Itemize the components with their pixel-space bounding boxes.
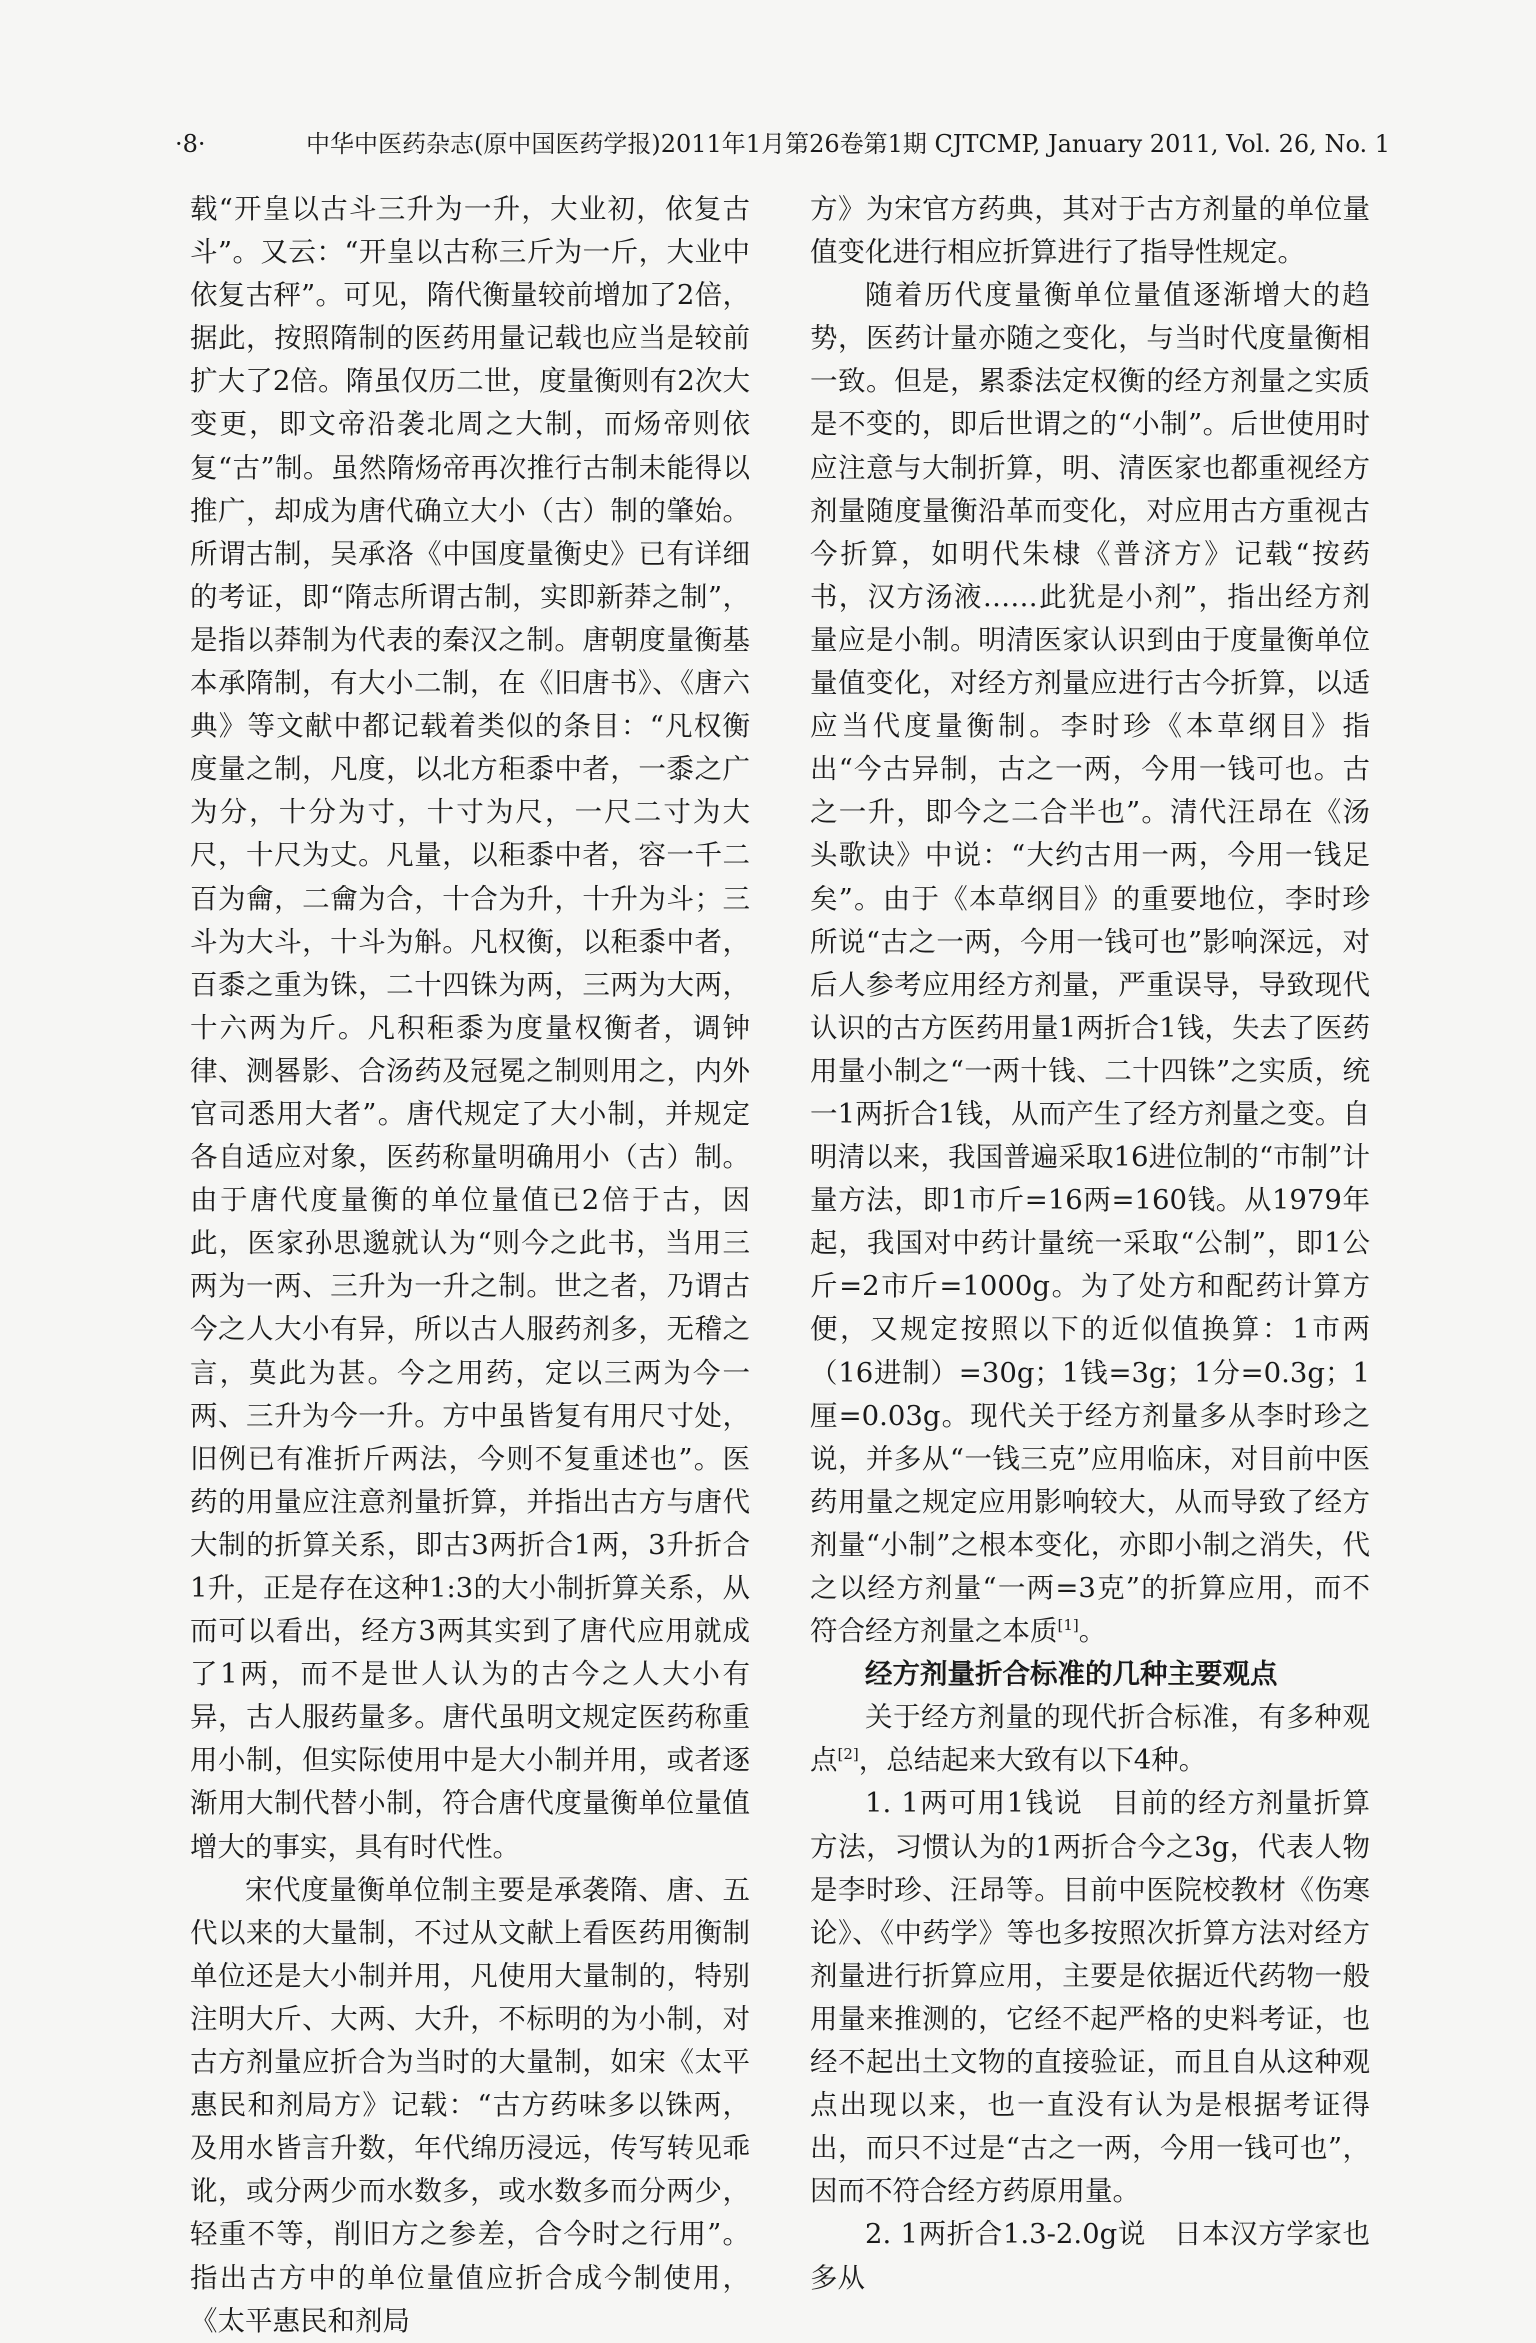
section-heading: 经方剂量折合标准的几种主要观点 <box>865 1658 1278 1691</box>
right-paragraph-5 <box>810 2213 1370 2299</box>
right-paragraph-1: 方》为宋官方药典，其对于古方剂量的单位量值变化进行相应折算进行了指导性规定。 <box>810 193 1370 269</box>
running-header <box>175 122 1390 166</box>
right-paragraph-5-text: 日本汉方学家也多从 <box>810 2218 1370 2294</box>
right-paragraph-4-text: 目前的经方剂量折算方法，习惯认为的1两折合今之3g，代表人物是李时珍、汪昂等。目前中医院校教材《伤寒论》、《中药学》等也多按照次折算方法对经方剂量进行折算应用，主要是依据近代药物一般用量来推测的，它经不起严格的史料考证，也经不起出土文物的直接验证，而且自从这种观点出现以来，也一直没有认为是根据考证得出，而只不过是“古之一两，今用一钱可也”，因而不符合经方药原用量。 <box>810 1787 1370 2208</box>
left-paragraph-1: 载“开皇以古斗三升为一升，大业初，依复古斗”。又云：“开皇以古称三斤为一斤，大业中依复古秤”。可见，隋代衡量较前增加了2倍，据此，按照隋制的医药用量记载也应当是较前扩大了2倍。隋虽仅历二世，度量衡则有2次大变更，即文帝沿袭北周之大制，而炀帝则依复“古”制。虽然隋炀帝再次推行古制未能得以推广，却成为唐代确立大小（古）制的肇始。所谓古制，吴承洛《中国度量衡史》已有详细的考证，即“隋志所谓古制，实即新莽之制”，是指以莽制为代表的秦汉之制。唐朝度量衡基本承隋制，有大小二制，在《旧唐书》、《唐六典》等文献中都记载着类似的条目：“凡权衡度量之制，凡度，以北方秬黍中者，一黍之广为分，十分为寸，十寸为尺，一尺二寸为大尺，十尺为丈。凡量，以秬黍中者，容一千二百为龠，二龠为合，十合为升，十升为斗；三斗为大斗，十斗为斛。凡权衡，以秬黍中者，百黍之重为铢，二十四铢为两，三两为大两，十六两为斤。凡积秬黍为度量权衡者，调钟律、测晷影、合汤药及冠冕之制则用之，内外官司悉用大者”。唐代规定了大小制，并规定各自适应对象，医药称量明确用小（古）制。由于唐代度量衡的单位量值已2倍于古，因此，医家孙思邈就认为“则今之此书，当用三两为一两、三升为一升之制。世之者，乃谓古今之人大小有异，所以古人服药剂多，无稽之言，莫此为甚。今之用药，定以三两为今一两、三升为今一升。方中虽皆复有用尺寸处，旧例已有准折斤两法，今则不复重述也”。医药的用量应注意剂量折算，并指出古方与唐代大制的折算关系，即古3两折合1两，3升折合1升，正是存在这种1:3的大小制折算关系，从而可以看出，经方3两其实到了唐代应用就成了1两，而不是世人认为的古今之人大小有异，古人服药量多。唐代虽明文规定医药称重用小制，但实际使用中是大小制并用，或者逐渐用大制代替小制，符合唐代度量衡单位量值增大的事实，具有时代性。 <box>190 193 750 1863</box>
right-paragraph-2 <box>810 274 1370 1653</box>
left-paragraph-2: 宋代度量衡单位制主要是承袭隋、唐、五代以来的大量制，不过从文献上看医药用衡制单位还是大小制并用，凡使用大量制的，特别注明大斤、大两、大升，不标明的为小制，对古方剂量应折合为当时的大量制，如宋《太平惠民和剂局方》记载：“古方药味多以铢两，及用水皆言升数，年代绵历浸远，传写转见乖讹，或分两少而水数多，或水数多而分两少，轻重不等，削旧方之参差，合今时之行用”。指出古方中的单位量值应折合成今制使用，《太平惠民和剂局 <box>190 1873 750 2337</box>
right-paragraph-2-text: 随着历代度量衡单位量值逐渐增大的趋势，医药计量亦随之变化，与当时代度量衡相一致。但是，累黍法定权衡的经方剂量之实质是不变的，即后世谓之的“小制”。后世使用时应注意与大制折算，明、清医家也都重视经方剂量随度量衡沿革而变化，对应用古方重视古今折算，如明代朱棣《普济方》记载“按药书，汉方汤液……此犹是小剂”，指出经方剂量应是小制。明清医家认识到由于度量衡单位量值变化，对经方剂量应进行古今折算，以适应当代度量衡制。李时珍《本草纲目》指出“今古异制，古之一两，今用一钱可也。古之一升，即今之二合半也”。清代汪昂在《汤头歌诀》中说：“大约古用一两，今用一钱足矣”。由于《本草纲目》的重要地位，李时珍所说“古之一两，今用一钱可也”影响深远，对后人参考应用经方剂量，严重误导，导致现代认识的古方医药用量1两折合1钱，失去了医药用量小制之“一两十钱、二十四铢”之实质，统一1两折合1钱，从而产生了经方剂量之变。自明清以来，我国普遍采取16进位制的“市制”计量方法，即1市斤=16两=160钱。从1979年起，我国对中药计量统一采取“公制”，即1公斤=2市斤=1000g。为了处方和配药计算方便，又规定按照以下的近似值换算：1市两（16进制）=30g；1钱=3g；1分=0.3g；1厘=0.03g。现代关于经方剂量多从李时珍之说，并多从“一钱三克”应用临床，对目前中医药用量之规定应用影响较大，从而导致了经方剂量“小制”之根本变化，亦即小制之消失，代之以经方剂量“一两=3克”的折算应用，而不符合经方剂量之本质 <box>810 279 1370 1648</box>
journal-title: 中华中医药杂志(原中国医药学报)2011年1月第26卷第1期 CJTCMP, January 2011, Vol. 26, No. 1 <box>306 130 1390 158</box>
right-paragraph-2-end: 。 <box>1078 1615 1107 1648</box>
right-paragraph-4 <box>810 1782 1370 2213</box>
subsection-label-1: 1. 1两可用1钱说 <box>865 1787 1084 1820</box>
citation-2: [2] <box>837 1745 859 1764</box>
page-number: ·8· <box>175 130 206 158</box>
subsection-label-2: 2. 1两折合1.3-2.0g说 <box>865 2218 1146 2251</box>
right-paragraph-3 <box>810 1696 1370 1782</box>
right-column <box>810 188 1370 2300</box>
right-paragraph-3-text: 关于经方剂量的现代折合标准，有多种观点 <box>810 1701 1370 1777</box>
left-column <box>190 188 750 2343</box>
citation-1: [1] <box>1057 1615 1079 1634</box>
right-paragraph-3-end: ，总结起来大致有以下4种。 <box>858 1744 1207 1777</box>
